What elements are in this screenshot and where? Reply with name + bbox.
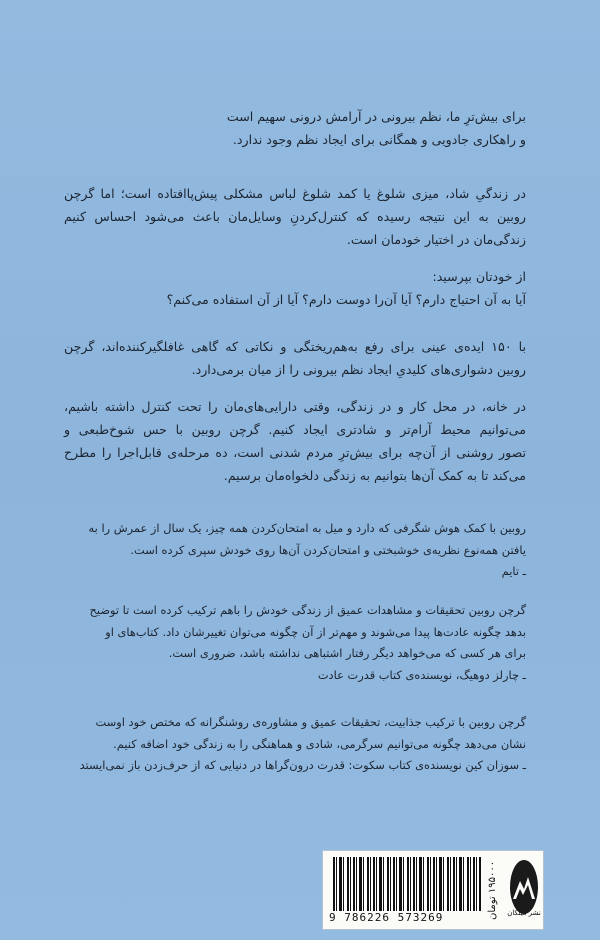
text-line: در خانه، در محل کار و در زندگی، وقتی دارایی‌های‌مان را تحت کنترل داشته باشیم، xyxy=(64,399,526,414)
text-line: زندگی‌مان در اختیار خودمان است. xyxy=(346,232,526,247)
publisher-name: نشر میلکان xyxy=(507,909,541,917)
text-line: روبین به این نتیجه رسیده که کنترل‌کردنِ وسایل‌مان باعث می‌شود احساس کنیم xyxy=(64,209,526,224)
text-line: نشان می‌دهد چگونه می‌توانیم سرگرمی، شادی و هماهنگی را به زندگی خود اضافه کنیم. xyxy=(113,736,526,751)
text-line: روبین دشواری‌های کلیدیِ ایجاد نظم بیرونی را از میان برمی‌دارد. xyxy=(191,362,526,377)
review-cain xyxy=(58,712,526,777)
blurb-ideas xyxy=(64,335,526,381)
text-line: بدهد چگونه عادت‌ها پیدا می‌شوند و مهم‌تر از آن چگونه می‌توان تغییرشان داد. کتاب‌های او xyxy=(105,624,526,639)
blurb-intro xyxy=(150,105,526,151)
text-line: گرچن روبین با ترکیب جذابیت، تحقیقات عمیق و مشاوره‌ی روشنگرانه که مختص خود اوست xyxy=(95,715,526,729)
review-time xyxy=(66,518,526,583)
text-line: برای بیش‌ترِ ما، نظم بیرونی در آرامش درونی سهیم است xyxy=(226,109,526,124)
price-label: ۱۹۵۰۰۰ تومان xyxy=(487,860,498,920)
text-line: آیا به آن احتیاج دارم؟ آیا آن‌را دوست دارم؟ آیا از آن استفاده می‌کنم؟ xyxy=(166,292,526,307)
review-source: ـ چارلز دوهیگ، نویسنده‌ی کتاب قدرت عادت xyxy=(317,667,526,682)
text-line: روبین با کمک هوش شگرفی که دارد و میل به امتحان‌کردن همه چیز، یک سال از عمرش را به xyxy=(88,521,526,535)
blurb-questions xyxy=(118,265,526,311)
blurb-context xyxy=(64,182,526,251)
blurb-home xyxy=(64,395,526,487)
text-line: تصور روشنی از آن‌چه برای بیش‌ترِ مردم شدنی است، ده مرحله‌ی قابل‌اجرا را مطرح xyxy=(64,445,526,460)
text-line: گرچن روبین تحقیقات و مشاهدات عمیق از زندگی خودش را باهم ترکیب کرده است تا توضیح xyxy=(89,603,526,617)
review-source: ـ تایم xyxy=(501,564,526,578)
isbn-number: 9 786226 573269 xyxy=(329,911,444,924)
text-line: می‌کند تا به کمک آن‌ها بتوانیم به زندگی دلخواه‌مان برسیم. xyxy=(223,468,526,483)
text-line: در زندگیِ شاد، میزی شلوغ یا کمد شلوغ لباس مشکلی پیش‌پاافتاده است؛ اما گرچن xyxy=(64,186,526,201)
barcode xyxy=(333,857,481,911)
text-line: یافتن همه‌نوع نظریه‌ی خوشبختی و امتحان‌کردن آن‌ها روی خودش سپری کرده است. xyxy=(130,542,526,557)
review-source: ـ سوزان کین نویسنده‌ی کتاب سکوت: قدرت درون‌گراها در دنیایی که از حرف‌زدن باز نمی‌ایستد xyxy=(79,758,526,772)
text-line: از خودتان بپرسید: xyxy=(432,269,526,284)
text-line: می‌توانیم محیط آرام‌تر و شادتری ایجاد کنیم. گرچن روبین با حس شوخ‌طبعی و xyxy=(64,422,526,437)
barcode-panel xyxy=(322,850,544,930)
review-duhigg xyxy=(66,600,526,686)
text-line: و راهکاری جادویی و همگانی برای ایجاد نظم وجود ندارد. xyxy=(232,132,526,147)
text-line: برای هر کسی که می‌خواهد دیگر رفتار اشتباهی نداشته باشد، ضروری است. xyxy=(168,646,526,660)
text-line: با ۱۵۰ ایده‌ی عینی برای رفع به‌هم‌ریختگی و نکاتی که گاهی غافلگیرکننده‌اند، گرچن xyxy=(64,339,526,354)
